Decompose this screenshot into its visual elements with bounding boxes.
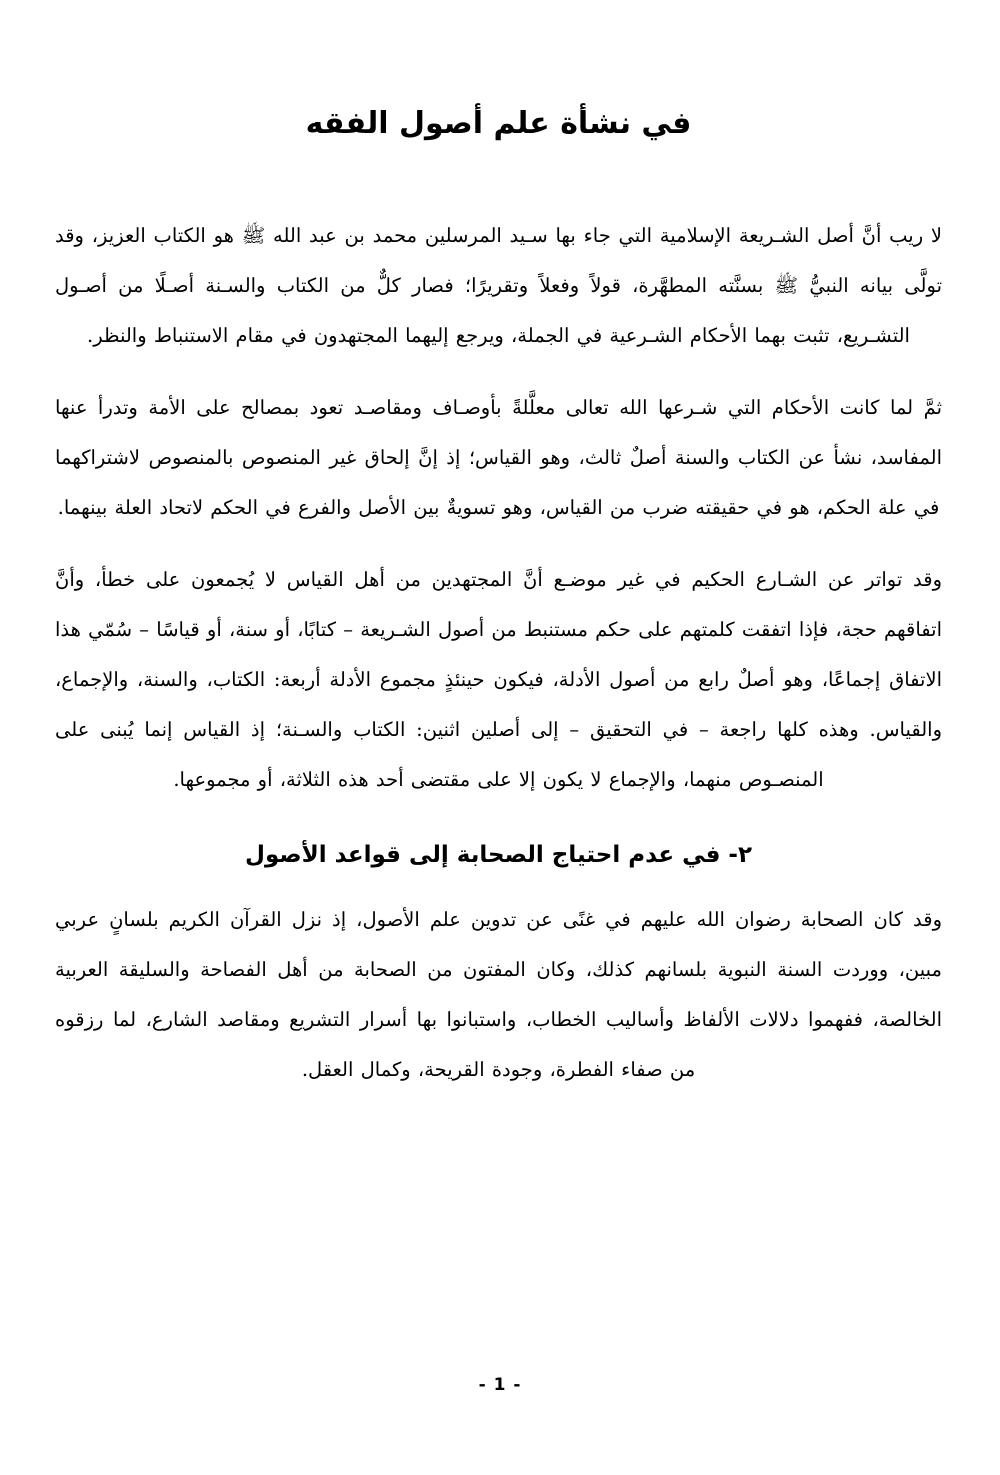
section-heading: ٢- في عدم احتياج الصحابة إلى قواعد الأصول [244,841,753,868]
page-title: في نشأة علم أصول الفقه [305,106,692,141]
page-footer [0,1357,1000,1475]
body-paragraph: وقد تواتر عن الشـارع الحكيم في غير موضـع أنَّ المجتهدين من أهل القياس لا يُجمعون على خطأ، وأنَّ اتفاقهم حجة، فإذا اتفقت كلمتهم على حكم مستنبط من أصول الشـريعة – كتابًا، أو سنة، أو قياسًا – سُمّي هذا الاتفاق إجماعًا، وهو أصلٌ رابع من أصول الأدلة، فيكون حينئذٍ مجموع الأدلة أربعة: الكتاب، والسنة، والإجماع، والقياس. وهذه كلها راجعة – في التحقيق – إلى أصلين اثنين: الكتاب والسـنة؛ إذ القياس إنما يُبنى على المنصـوص منهما، والإجماع لا يكون إلا على مقتضى أحد هذه الثلاثة، أو مجموعها. [55,567,942,791]
body-paragraph: لا ريب أنَّ أصل الشـريعة الإسلامية التي جاء بها سـيد المرسلين محمد بن عبد الله ﷺ هو الكتاب العزيز، وقد تولَّى بيانه النبيُّ ﷺ بسنَّته المطهَّرة، قولاً وفعلاً وتقريرًا؛ فصار كلٌّ من الكتاب والسـنة أصـلًا من أصـول التشـريع، تثبت بهما الأحكام الشـرعية في الجملة، ويرجع إليهما المجتهدون في مقام الاستنباط والنظر. [55,223,942,347]
body-paragraph: ثمَّ لما كانت الأحكام التي شـرعها الله تعالى معلَّلةً بأوصـاف ومقاصـد تعود بمصالح على الأمة وتدرأ عنها المفاسد، نشأ عن الكتاب والسنة أصلٌ ثالث، وهو القياس؛ إذ إنَّ إلحاق غير المنصوص بالمنصوص لاشتراكهما في علة الحكم، هو في حقيقته ضرب من القياس، وهو تسويةٌ بين الأصل والفرع في الحكم لاتحاد العلة بينهما. [55,395,942,519]
body-paragraph: وقد كان الصحابة رضوان الله عليهم في غنًى عن تدوين علم الأصول، إذ نزل القرآن الكريم بلسانٍ عربي مبين، ووردت السنة النبوية بلسانهم كذلك، وكان المفتون من الصحابة من أهل الفصاحة والسليقة العربية الخالصة، ففهموا دلالات الألفاظ وأساليب الخطاب، واستبانوا بها أسرار التشريع ومقاصد الشارع، لما رزقوه من صفاء الفطرة، وجودة القريحة، وكمال العقل. [55,907,942,1081]
page-number: - 1 - [478,1375,522,1395]
